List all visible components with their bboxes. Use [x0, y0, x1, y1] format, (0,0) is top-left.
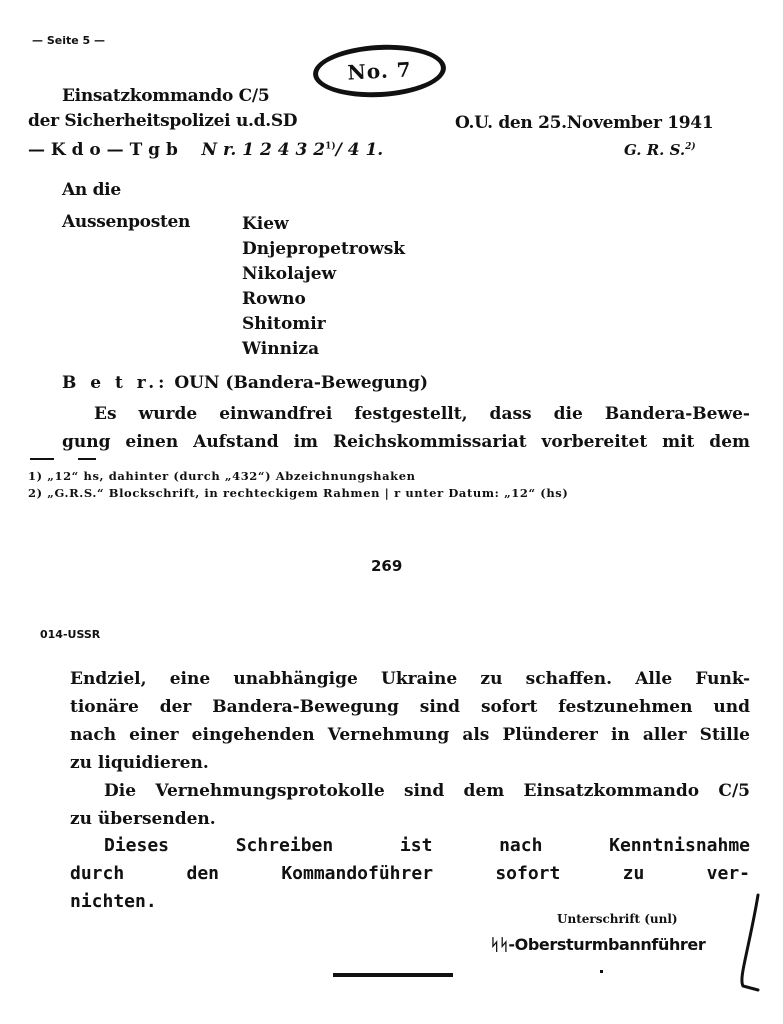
posts-label: Aussenposten — [62, 212, 191, 232]
footnote-mark: 2) — [28, 486, 43, 500]
destination-item: Nikolajew — [242, 264, 337, 284]
unit-subtitle: der Sicherheitspolizei u.d.SD — [28, 111, 298, 131]
destination-item: Kiew — [242, 214, 289, 234]
body-line: zu liquidieren. — [70, 753, 209, 773]
place-date: O.U. den 25.November 1941 — [455, 113, 714, 133]
footnote-separator — [30, 458, 54, 460]
unit-name: Einsatzkommando C/5 — [62, 86, 270, 106]
body-paragraph-orders — [70, 665, 750, 777]
body-line: zu übersenden. — [70, 809, 216, 829]
destination-list — [242, 212, 405, 362]
destination-item: Dnjepropetrowsk — [242, 239, 406, 259]
body-line: durch den Kommandoführer sofort zu ver- — [70, 863, 750, 884]
body-line: tionäre der Bandera-Bewegung sind sofort festzunehmen und — [70, 697, 750, 717]
reference-footnote-mark: 1) — [325, 141, 336, 152]
destination-item: Winniza — [242, 339, 320, 359]
footnote-mark: 1) — [28, 469, 43, 483]
reference-line — [28, 140, 383, 160]
subject-text: OUN (Bandera-Bewegung) — [174, 373, 429, 393]
page-number: 269 — [371, 557, 403, 575]
body-line: Die Vernehmungsprotokolle sind dem Einsatzkommando C/5 — [104, 781, 750, 801]
reference-year: / 4 1. — [335, 140, 384, 160]
to-label: An die — [62, 180, 121, 200]
body-line: nichten. — [70, 891, 157, 912]
body-paragraph-intro — [62, 400, 750, 456]
archive-reference: 014-USSR — [40, 628, 101, 641]
footnote-separator — [78, 458, 96, 460]
body-paragraph-protocols — [70, 777, 750, 833]
body-line: Es wurde einwandfrei festgestellt, dass die Bandera-Bewe- — [94, 404, 750, 424]
signature-note: Unterschrift (unl) — [557, 912, 678, 926]
destination-item: Rowno — [242, 289, 306, 309]
end-rule — [333, 973, 453, 977]
footnote-text: „G.R.S.“ Blockschrift, in rechteckigem Rahmen | r unter Datum: „12“ (hs) — [47, 486, 569, 500]
ink-dot — [600, 970, 603, 973]
body-paragraph-destroy-notice — [70, 832, 750, 916]
destination-item: Shitomir — [242, 314, 326, 334]
body-line: gung einen Aufstand im Reichskommissariat vorbereitet mit dem — [62, 432, 750, 452]
stamp-label: No. 7 — [346, 57, 413, 85]
body-line: Dieses Schreiben ist nach Kenntnisnahme — [104, 835, 750, 856]
number-stamp — [312, 42, 448, 101]
classification-label: G. R. S. — [624, 141, 686, 159]
subject-label: B e t r.: — [62, 373, 169, 393]
classification-footnote-mark: 2) — [685, 142, 696, 152]
signature-rank: ᛋᛋ-Obersturmbannführer — [490, 935, 706, 954]
footnotes — [28, 468, 568, 502]
reference-prefix: — K d o — T g b — [28, 140, 178, 160]
page-indicator: — Seite 5 — — [32, 34, 106, 47]
footnote-item — [28, 485, 568, 502]
body-line: Endziel, eine unabhängige Ukraine zu schaffen. Alle Funk- — [70, 669, 750, 689]
footnote-item — [28, 468, 568, 485]
body-line: nach einer eingehenden Vernehmung als Plünderer in aller Stille — [70, 725, 750, 745]
signature-stroke-icon — [730, 890, 770, 995]
subject-line — [62, 373, 428, 393]
reference-number: N r. 1 2 4 3 2 — [201, 140, 326, 160]
classification-mark — [624, 141, 696, 159]
footnote-text: „12“ hs, dahinter (durch „432“) Abzeichnungshaken — [47, 469, 416, 483]
